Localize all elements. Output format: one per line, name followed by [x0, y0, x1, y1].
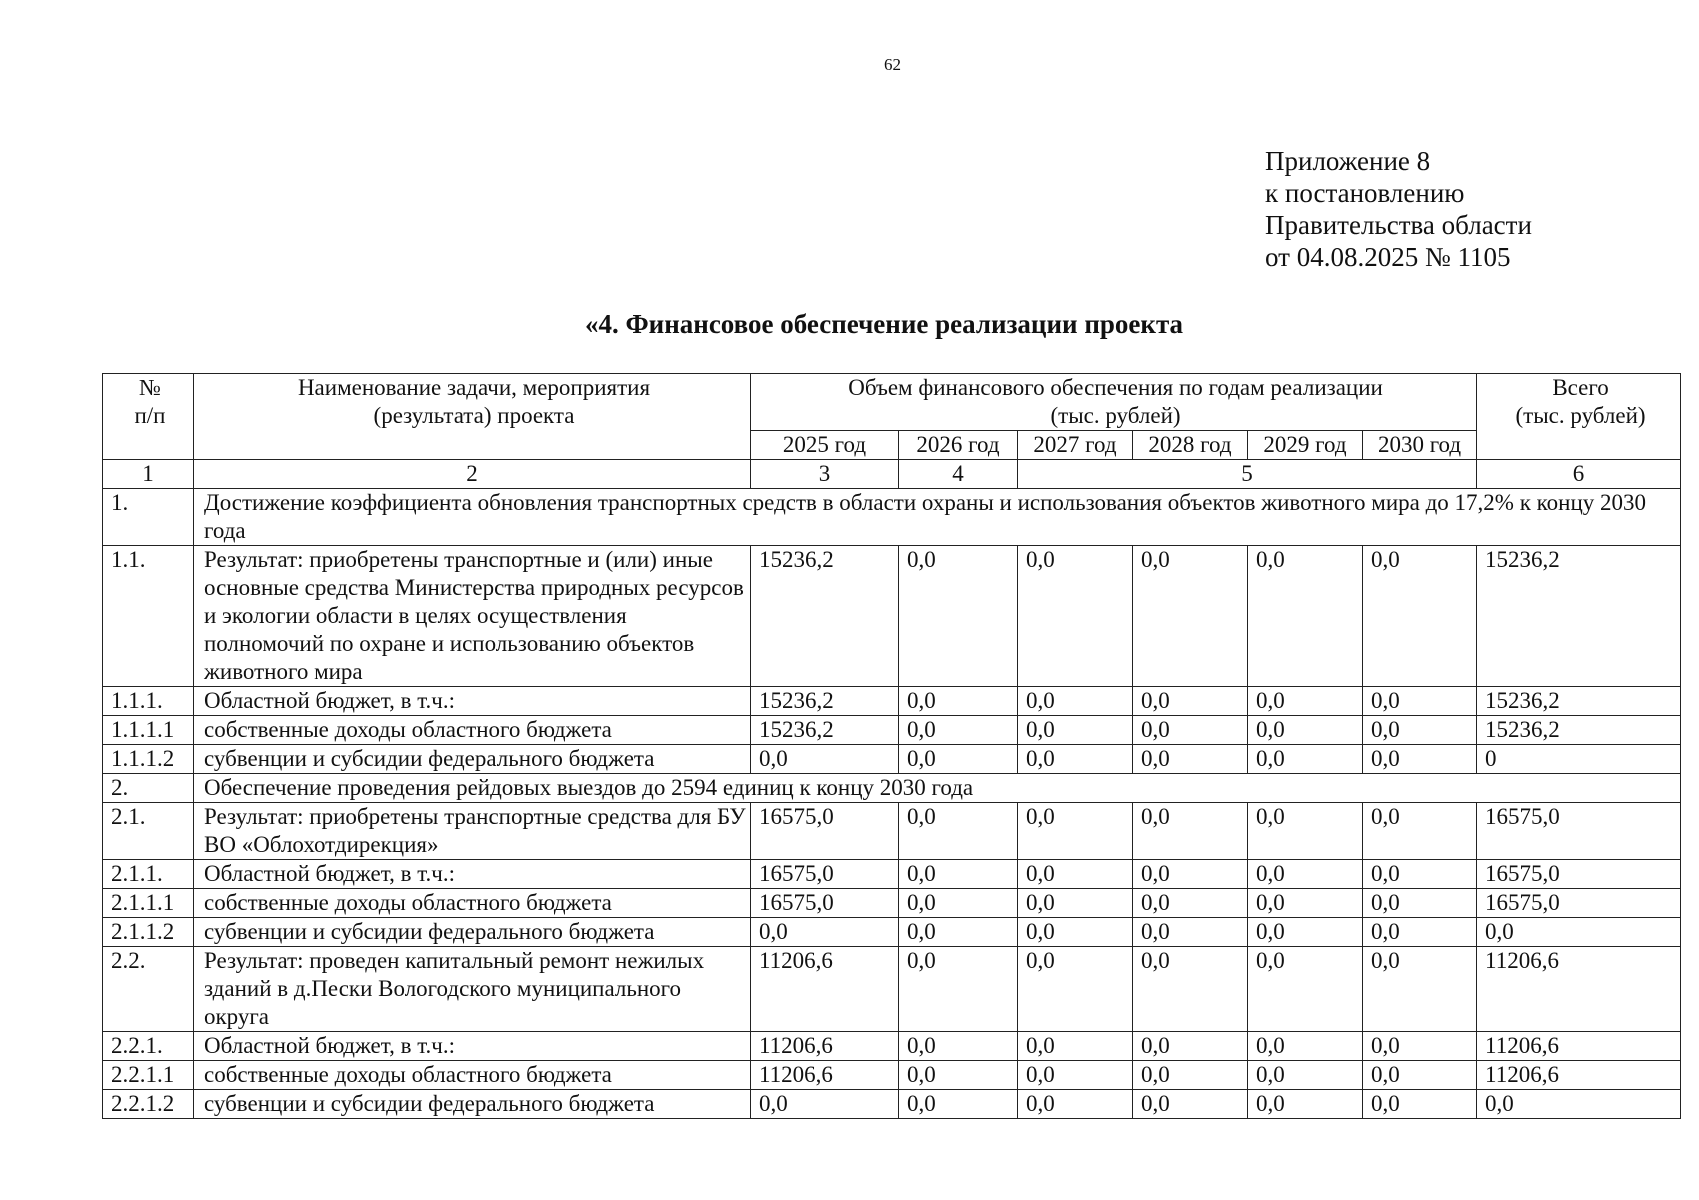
row-name: Областной бюджет, в т.ч.:	[194, 1032, 751, 1061]
year-value: 0,0	[1363, 947, 1477, 1032]
year-value: 16575,0	[751, 860, 899, 889]
year-value: 0,0	[1018, 687, 1133, 716]
year-value: 0,0	[1018, 1061, 1133, 1090]
year-value: 0,0	[1363, 745, 1477, 774]
row-total: 11206,6	[1477, 1061, 1681, 1090]
table-row	[103, 860, 1681, 889]
table-row	[103, 889, 1681, 918]
row-name: собственные доходы областного бюджета	[194, 716, 751, 745]
year-value: 0,0	[1363, 1090, 1477, 1119]
task-text: Обеспечение проведения рейдовых выездов до 2594 единиц к концу 2030 года	[194, 774, 1681, 803]
year-value: 0,0	[751, 1090, 899, 1119]
year-value: 0,0	[1018, 918, 1133, 947]
row-total: 0	[1477, 745, 1681, 774]
year-value: 0,0	[1248, 803, 1363, 860]
table-row	[103, 803, 1681, 860]
column-number: 5	[1018, 460, 1477, 489]
row-name: собственные доходы областного бюджета	[194, 889, 751, 918]
task-text: Достижение коэффициента обновления транспортных средств в области охраны и использования объектов животного мира до 17,2% к концу 2030 года	[194, 489, 1681, 546]
row-number: 2.1.1.1	[103, 889, 194, 918]
year-value: 0,0	[751, 745, 899, 774]
appendix-block	[1265, 145, 1532, 273]
appendix-line: к постановлению	[1265, 178, 1465, 208]
header-num: № п/п	[103, 374, 194, 460]
year-value: 0,0	[899, 745, 1018, 774]
row-number: 2.2.1.1	[103, 1061, 194, 1090]
table-row	[103, 918, 1681, 947]
year-value: 0,0	[1363, 1032, 1477, 1061]
year-value: 0,0	[1248, 546, 1363, 687]
year-value: 16575,0	[751, 889, 899, 918]
row-total: 16575,0	[1477, 860, 1681, 889]
year-value: 0,0	[1248, 687, 1363, 716]
year-value: 0,0	[1363, 918, 1477, 947]
year-value: 0,0	[1248, 947, 1363, 1032]
row-total: 0,0	[1477, 918, 1681, 947]
year-value: 0,0	[1133, 889, 1248, 918]
year-value: 0,0	[1018, 803, 1133, 860]
year-value: 0,0	[899, 889, 1018, 918]
year-value: 0,0	[1363, 860, 1477, 889]
year-value: 0,0	[1018, 1032, 1133, 1061]
row-total: 0,0	[1477, 1090, 1681, 1119]
header-total: Всего (тыс. рублей)	[1477, 374, 1681, 460]
year-value: 0,0	[1133, 546, 1248, 687]
row-number: 1.1.	[103, 546, 194, 687]
row-number: 1.1.1.1	[103, 716, 194, 745]
financing-table	[102, 373, 1681, 1119]
year-value: 0,0	[899, 860, 1018, 889]
row-number: 1.	[103, 489, 194, 546]
year-value: 0,0	[1133, 745, 1248, 774]
year-value: 0,0	[1248, 745, 1363, 774]
year-value: 15236,2	[751, 716, 899, 745]
year-value: 0,0	[1363, 803, 1477, 860]
column-number: 2	[194, 460, 751, 489]
year-value: 0,0	[751, 918, 899, 947]
page-number: 62	[884, 55, 901, 74]
row-number: 1.1.1.	[103, 687, 194, 716]
year-value: 0,0	[1133, 860, 1248, 889]
task-row	[103, 489, 1681, 546]
table-row	[103, 947, 1681, 1032]
year-value: 0,0	[1133, 716, 1248, 745]
year-value: 0,0	[899, 918, 1018, 947]
row-total: 15236,2	[1477, 716, 1681, 745]
header-year: 2025 год	[751, 431, 899, 460]
column-number: 3	[751, 460, 899, 489]
row-number: 2.2.	[103, 947, 194, 1032]
year-value: 0,0	[1018, 860, 1133, 889]
header-year: 2026 год	[899, 431, 1018, 460]
year-value: 11206,6	[751, 947, 899, 1032]
year-value: 0,0	[899, 1032, 1018, 1061]
year-value: 0,0	[1248, 889, 1363, 918]
header-year: 2029 год	[1248, 431, 1363, 460]
appendix-line: Приложение 8	[1265, 146, 1431, 176]
year-value: 0,0	[1248, 1032, 1363, 1061]
year-value: 0,0	[899, 716, 1018, 745]
year-value: 0,0	[1248, 716, 1363, 745]
column-number: 6	[1477, 460, 1681, 489]
row-name: Результат: приобретены транспортные средства для БУ ВО «Облохотдирекция»	[194, 803, 751, 860]
row-number: 2.2.1.2	[103, 1090, 194, 1119]
row-total: 11206,6	[1477, 947, 1681, 1032]
header-year: 2030 год	[1363, 431, 1477, 460]
header-year: 2028 год	[1133, 431, 1248, 460]
row-total: 15236,2	[1477, 687, 1681, 716]
year-value: 0,0	[1018, 1090, 1133, 1119]
row-number: 2.1.	[103, 803, 194, 860]
year-value: 15236,2	[751, 546, 899, 687]
row-number: 2.2.1.	[103, 1032, 194, 1061]
year-value: 0,0	[1018, 947, 1133, 1032]
column-number-row	[103, 460, 1681, 489]
row-name: Результат: приобретены транспортные и (или) иные основные средства Министерства природных ресурсов и экологии области в целях осуществления полномочий по охране и использованию объектов животного мира	[194, 546, 751, 687]
appendix-line: от 04.08.2025 № 1105	[1265, 242, 1511, 272]
row-name: субвенции и субсидии федерального бюджета	[194, 745, 751, 774]
row-name: собственные доходы областного бюджета	[194, 1061, 751, 1090]
year-value: 0,0	[1133, 1090, 1248, 1119]
year-value: 0,0	[899, 687, 1018, 716]
row-number: 2.1.1.2	[103, 918, 194, 947]
year-value: 0,0	[1018, 745, 1133, 774]
row-total: 16575,0	[1477, 889, 1681, 918]
year-value: 0,0	[1248, 1090, 1363, 1119]
appendix-line: Правительства области	[1265, 210, 1532, 240]
row-name: субвенции и субсидии федерального бюджета	[194, 1090, 751, 1119]
year-value: 0,0	[1363, 716, 1477, 745]
header-year: 2027 год	[1018, 431, 1133, 460]
column-number: 1	[103, 460, 194, 489]
row-name: Результат: проведен капитальный ремонт нежилых зданий в д.Пески Вологодского муниципального округа	[194, 947, 751, 1032]
year-value: 0,0	[1018, 546, 1133, 687]
year-value: 0,0	[1133, 947, 1248, 1032]
year-value: 0,0	[1363, 1061, 1477, 1090]
year-value: 0,0	[1133, 1061, 1248, 1090]
task-row	[103, 774, 1681, 803]
table-row	[103, 745, 1681, 774]
year-value: 0,0	[899, 546, 1018, 687]
column-number: 4	[899, 460, 1018, 489]
year-value: 0,0	[899, 803, 1018, 860]
year-value: 0,0	[1133, 687, 1248, 716]
row-name: Областной бюджет, в т.ч.:	[194, 687, 751, 716]
table-row	[103, 546, 1681, 687]
row-total: 15236,2	[1477, 546, 1681, 687]
row-number: 2.1.1.	[103, 860, 194, 889]
year-value: 0,0	[1133, 1032, 1248, 1061]
row-name: субвенции и субсидии федерального бюджета	[194, 918, 751, 947]
table-row	[103, 1090, 1681, 1119]
row-total: 16575,0	[1477, 803, 1681, 860]
year-value: 0,0	[1018, 716, 1133, 745]
section-title: «4. Финансовое обеспечение реализации проекта	[584, 309, 1184, 339]
year-value: 0,0	[899, 947, 1018, 1032]
table-row	[103, 1032, 1681, 1061]
year-value: 0,0	[899, 1090, 1018, 1119]
year-value: 0,0	[1363, 687, 1477, 716]
table-row	[103, 716, 1681, 745]
row-total: 11206,6	[1477, 1032, 1681, 1061]
row-number: 2.	[103, 774, 194, 803]
year-value: 11206,6	[751, 1032, 899, 1061]
table-row	[103, 1061, 1681, 1090]
year-value: 0,0	[1248, 1061, 1363, 1090]
year-value: 0,0	[1363, 889, 1477, 918]
header-name: Наименование задачи, мероприятия (результата) проекта	[194, 374, 751, 460]
year-value: 0,0	[1133, 803, 1248, 860]
year-value: 0,0	[1248, 860, 1363, 889]
header-volume: Объем финансового обеспечения по годам реализации (тыс. рублей)	[751, 374, 1477, 431]
year-value: 0,0	[1133, 918, 1248, 947]
year-value: 16575,0	[751, 803, 899, 860]
year-value: 0,0	[1248, 918, 1363, 947]
year-value: 0,0	[1018, 889, 1133, 918]
year-value: 0,0	[1363, 546, 1477, 687]
year-value: 11206,6	[751, 1061, 899, 1090]
year-value: 15236,2	[751, 687, 899, 716]
year-value: 0,0	[899, 1061, 1018, 1090]
row-number: 1.1.1.2	[103, 745, 194, 774]
row-name: Областной бюджет, в т.ч.:	[194, 860, 751, 889]
table-row	[103, 687, 1681, 716]
